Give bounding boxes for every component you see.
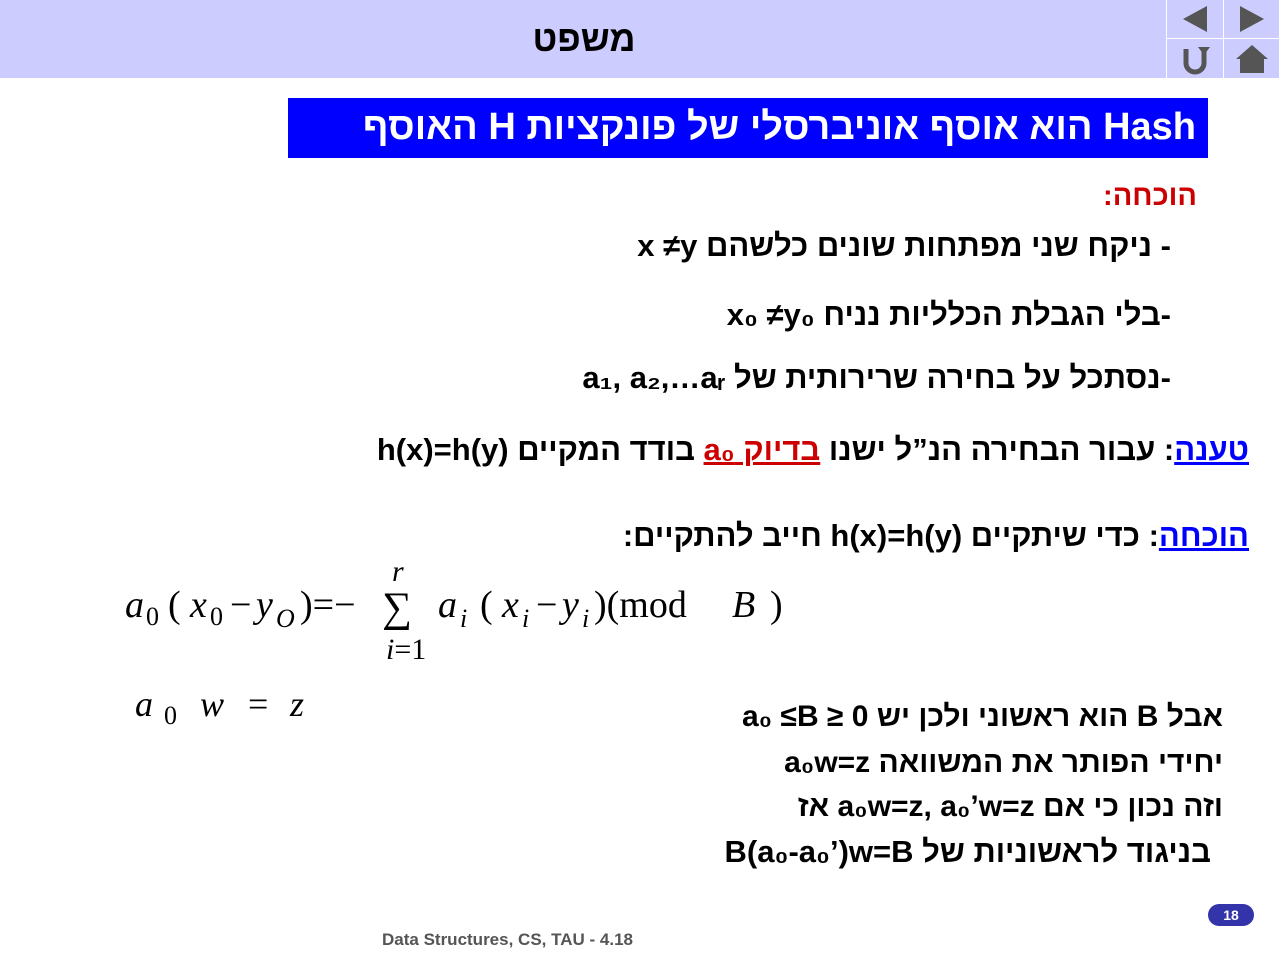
proof2-label: הוכחה <box>1158 518 1249 553</box>
svg-text:z: z <box>290 684 305 724</box>
prev-slide-button[interactable] <box>1167 0 1223 38</box>
svg-text:0: 0 <box>146 602 159 631</box>
svg-text:−: − <box>536 584 558 626</box>
bottom-line-2: יחידי הפותר את המשוואה a₀w=z <box>784 746 1223 779</box>
svg-text:)=−: )=− <box>300 584 356 626</box>
svg-text:(: ( <box>480 584 493 626</box>
claim-line <box>377 432 1249 468</box>
svg-text:i: i <box>522 604 530 633</box>
claim-exactly: בדיוק a₀ <box>703 432 821 467</box>
proof2-line <box>623 518 1249 554</box>
svg-text:a: a <box>438 584 457 626</box>
next-slide-button[interactable] <box>1224 0 1279 38</box>
svg-text:a: a <box>125 584 144 626</box>
home-button[interactable] <box>1224 39 1279 77</box>
svg-text:x: x <box>190 584 207 626</box>
svg-text:x: x <box>502 584 519 626</box>
svg-text:−: − <box>230 584 252 626</box>
svg-text:O: O <box>276 604 295 633</box>
page-number-badge: 18 <box>1208 904 1254 926</box>
svg-text:∑: ∑ <box>382 585 412 631</box>
svg-text:(: ( <box>168 584 181 626</box>
svg-text:w: w <box>200 684 225 724</box>
claim-text-a: : עבור הבחירה הנ”ל ישנו <box>820 432 1175 467</box>
bottom-line-3: וזה נכון כי אם a₀w=z, a₀’w=z אז <box>797 790 1223 823</box>
bottom-line-4: בניגוד לראשוניות של B(a₀-a₀’)w=B <box>724 834 1211 869</box>
svg-text:i=1: i=1 <box>386 633 427 665</box>
svg-text:r: r <box>392 555 404 588</box>
svg-text:y: y <box>256 584 273 626</box>
return-icon <box>1167 39 1223 77</box>
svg-text:)(mod: )(mod <box>594 584 687 626</box>
theorem-banner <box>288 98 1208 158</box>
claim-text-b: בודד המקיים h(x)=h(y) <box>376 432 704 467</box>
slide-title: משפט <box>532 18 636 59</box>
proof-line-1: - ניקח שני מפתחות שונים כלשהם x ≠y <box>637 228 1171 263</box>
svg-text:i: i <box>582 604 590 633</box>
theorem-text: האוסף H הוא אוסף אוניברסלי של פונקציות Hash <box>362 106 1196 148</box>
svg-text:i: i <box>460 604 468 633</box>
proof-line-2: -בלי הגבלת הכלליות נניח x₀ ≠y₀ <box>726 297 1171 332</box>
svg-text:): ) <box>770 584 783 626</box>
svg-text:y: y <box>562 584 579 626</box>
triangle-left-icon <box>1167 0 1223 38</box>
proof2-text: : כדי שיתקיים h(x)=h(y) חייב להתקיים: <box>622 518 1159 553</box>
home-icon <box>1224 39 1279 77</box>
triangle-right-icon <box>1224 0 1279 38</box>
nav-panel <box>1166 0 1279 78</box>
return-button[interactable] <box>1167 39 1223 77</box>
svg-text:B: B <box>732 584 756 626</box>
svg-text:0: 0 <box>164 701 177 730</box>
claim-label: טענה <box>1174 432 1249 467</box>
svg-text:0: 0 <box>210 602 223 631</box>
footer-text: Data Structures, CS, TAU - 4.18 <box>382 930 633 949</box>
bottom-line-1: אבל B הוא ראשוני ולכן יש 0 ≤ a₀ ≤B <box>741 700 1223 733</box>
proof-line-3: -נסתכל על בחירה שרירותית של a₁, a₂,…aᵣ <box>582 360 1171 395</box>
equation-sum <box>120 555 810 665</box>
svg-text:a: a <box>135 684 153 724</box>
svg-text:=: = <box>248 684 269 724</box>
equation-a0w-z <box>130 680 330 730</box>
proof-heading: הוכחה: <box>1103 180 1197 212</box>
